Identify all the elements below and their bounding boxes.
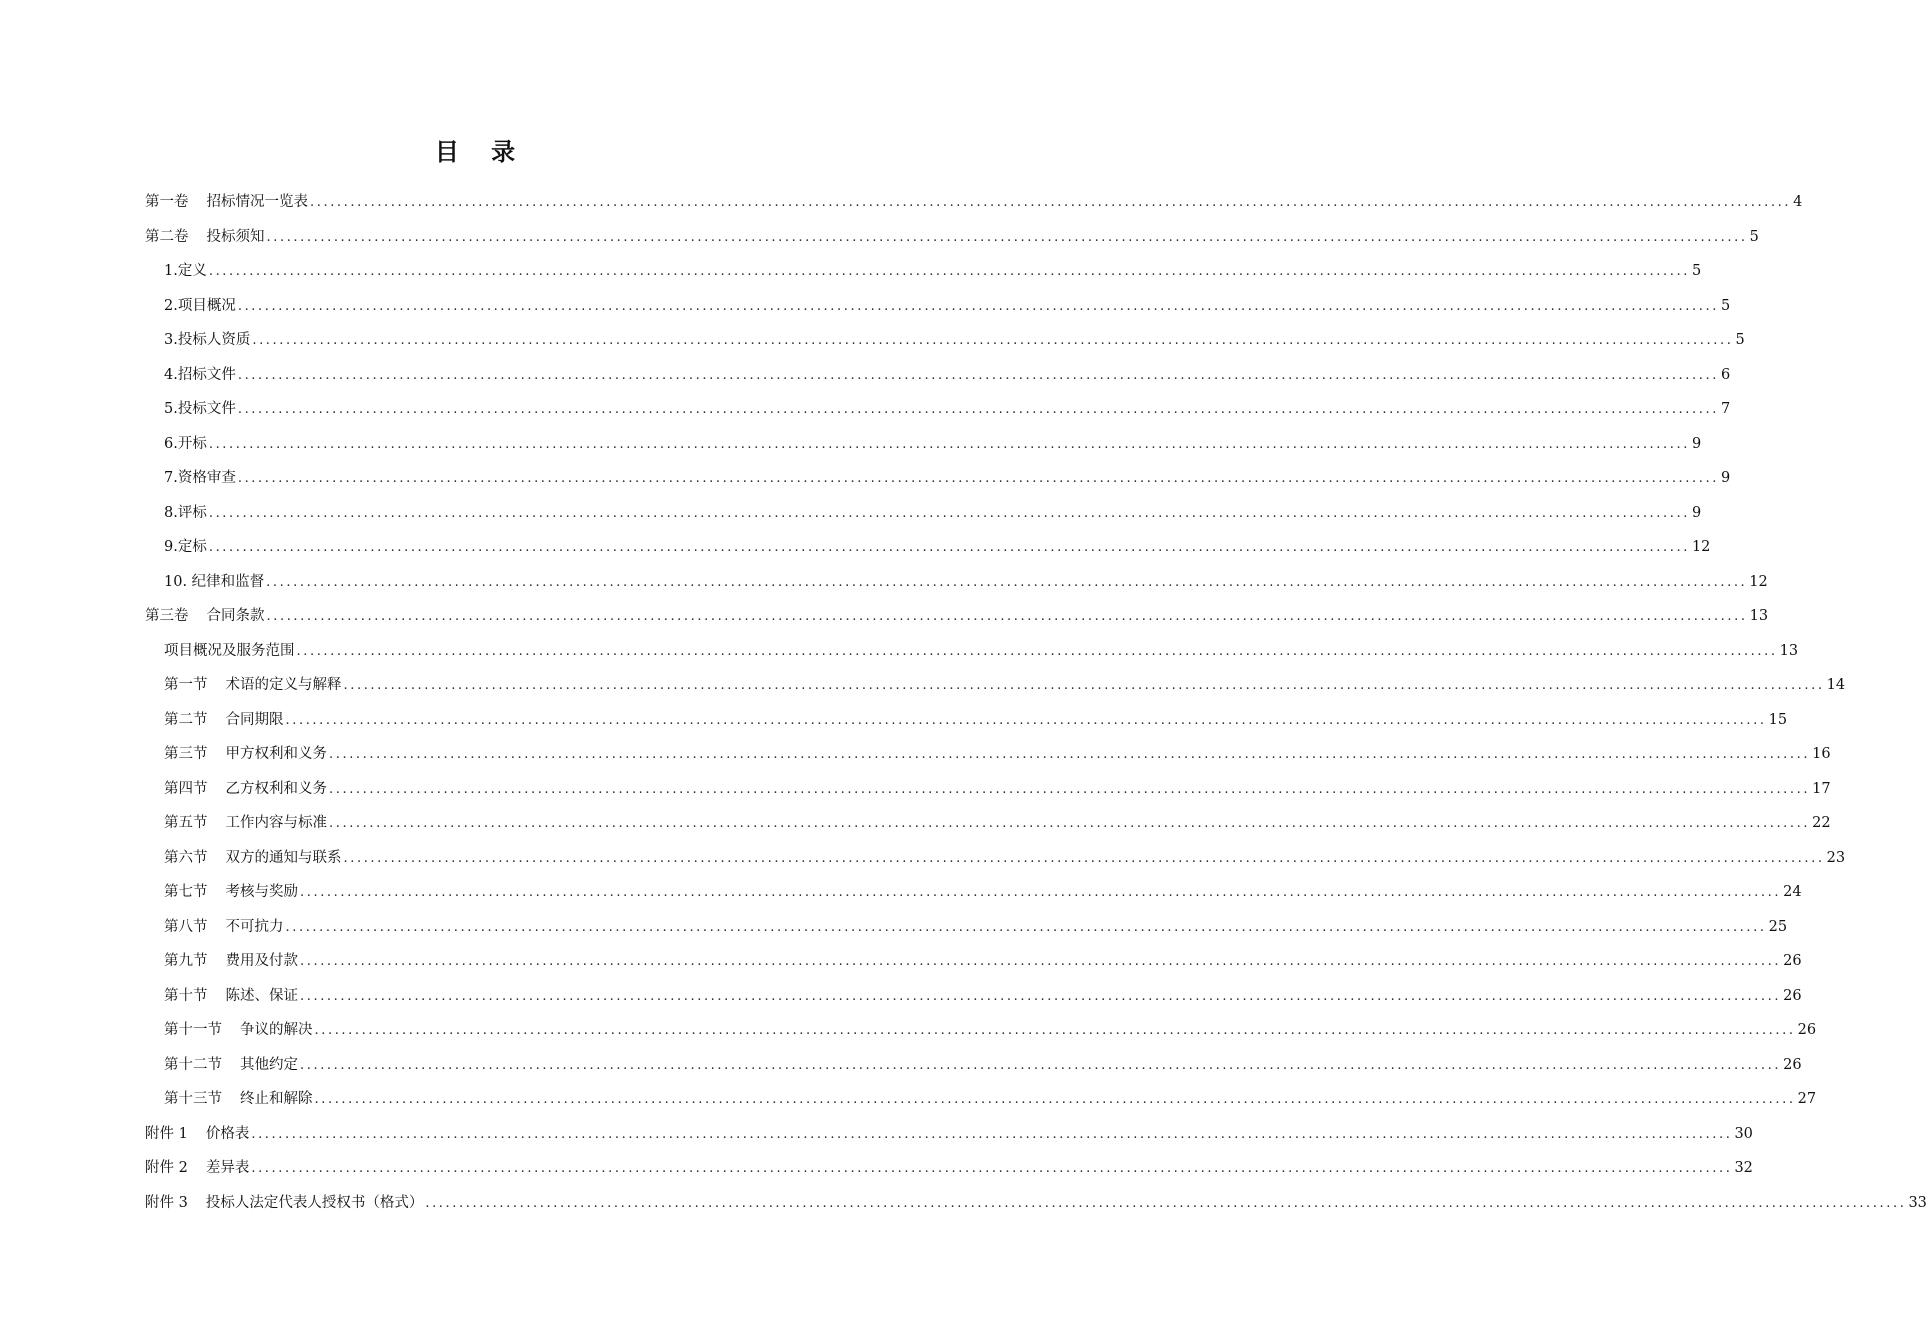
toc-dot-leader: ............................................................................................................................................................................................................................ xyxy=(266,574,1748,590)
toc-entry-page-number: 6 xyxy=(1720,366,1731,383)
toc-entry-page-number: 13 xyxy=(1779,642,1799,659)
toc-entry-text: 价格表 xyxy=(205,1125,250,1142)
toc-entry-number: 第十一节 xyxy=(164,1022,222,1038)
toc-entry[interactable] xyxy=(145,806,1831,841)
toc-entry-number: 第五节 xyxy=(164,815,208,831)
toc-entry-page-number: 5 xyxy=(1720,297,1731,314)
toc-entry-page-number: 4 xyxy=(1793,194,1803,210)
toc-entry[interactable] xyxy=(145,185,1803,220)
toc-dot-leader: ............................................................................................................................................................................................................................ xyxy=(208,264,1690,279)
toc-dot-leader: ............................................................................................................................................................................................................................ xyxy=(266,229,1748,245)
toc-entry[interactable] xyxy=(145,1013,1817,1048)
toc-entry-page-number: 30 xyxy=(1734,1125,1753,1142)
toc-entry[interactable] xyxy=(145,220,1759,255)
toc-entry-label xyxy=(164,289,236,324)
toc-entry-label xyxy=(164,358,236,393)
toc-dot-leader: ............................................................................................................................................................................................................................ xyxy=(251,1161,1733,1176)
toc-entry-text: 合同期限 xyxy=(225,711,284,728)
toc-entry[interactable] xyxy=(145,910,1788,945)
toc-entry-text: 4.招标文件 xyxy=(164,366,236,383)
toc-entry[interactable] xyxy=(145,323,1745,358)
toc-entry-page-number: 5 xyxy=(1691,263,1702,279)
toc-entry-text: 9.定标 xyxy=(164,539,207,555)
toc-entry-text: 费用及付款 xyxy=(225,953,298,969)
toc-entry-page-number: 22 xyxy=(1812,815,1831,831)
toc-entry-number: 附件 2 xyxy=(145,1160,188,1176)
toc-entry-label xyxy=(164,875,298,910)
toc-entry-text: 8.评标 xyxy=(164,504,207,521)
toc-dot-leader: ............................................................................................................................................................................................................................ xyxy=(300,988,1782,1004)
toc-dot-leader: ............................................................................................................................................................................................................................ xyxy=(208,540,1690,555)
toc-entry[interactable] xyxy=(145,530,1711,565)
toc-entry-number: 第七节 xyxy=(164,884,208,900)
toc-dot-leader: ............................................................................................................................................................................................................................ xyxy=(300,1057,1782,1073)
toc-title: 目 录 xyxy=(434,137,528,166)
toc-dot-leader: ............................................................................................................................................................................................................................ xyxy=(252,333,1734,348)
toc-entry-number: 第四节 xyxy=(164,780,208,797)
toc-list xyxy=(145,185,1927,1220)
toc-entry-page-number: 26 xyxy=(1783,987,1802,1004)
toc-entry-text: 合同条款 xyxy=(206,608,265,624)
toc-entry-page-number: 9 xyxy=(1691,504,1702,521)
toc-entry-page-number: 9 xyxy=(1720,470,1731,486)
toc-entry[interactable] xyxy=(145,1186,1927,1221)
toc-entry-label xyxy=(164,1048,298,1083)
toc-entry-label xyxy=(164,806,327,841)
toc-entry-number: 第十二节 xyxy=(164,1056,222,1073)
toc-entry-page-number: 13 xyxy=(1749,608,1769,624)
toc-entry-number: 第九节 xyxy=(164,953,208,969)
toc-dot-leader: ............................................................................................................................................................................................................................ xyxy=(343,850,1825,866)
toc-entry-text: 双方的通知与联系 xyxy=(225,849,342,866)
toc-entry-label xyxy=(164,565,264,600)
toc-entry[interactable] xyxy=(145,1082,1817,1117)
toc-entry-label xyxy=(164,668,342,703)
toc-entry-page-number: 23 xyxy=(1826,849,1846,866)
toc-entry-label xyxy=(164,841,342,876)
toc-entry-page-number: 27 xyxy=(1797,1091,1817,1107)
toc-entry-page-number: 9 xyxy=(1691,435,1702,452)
toc-entry-page-number: 15 xyxy=(1768,711,1788,728)
toc-entry-text: 3.投标人资质 xyxy=(164,332,251,348)
toc-dot-leader: ............................................................................................................................................................................................................................ xyxy=(237,367,1719,383)
toc-dot-leader: ............................................................................................................................................................................................................................ xyxy=(314,1023,1796,1038)
toc-entry[interactable] xyxy=(145,1048,1802,1083)
toc-dot-leader: ............................................................................................................................................................................................................................ xyxy=(296,643,1778,659)
toc-entry-number: 第十三节 xyxy=(164,1091,222,1107)
toc-dot-leader: ............................................................................................................................................................................................................................ xyxy=(314,1092,1796,1107)
toc-entry-text: 差异表 xyxy=(205,1160,250,1176)
toc-entry-label xyxy=(164,772,327,807)
toc-entry-label xyxy=(145,220,265,255)
toc-entry-number: 第三卷 xyxy=(145,608,189,624)
toc-entry-label xyxy=(145,1151,249,1186)
toc-entry-number: 附件 1 xyxy=(145,1125,188,1142)
toc-entry-label xyxy=(164,910,284,945)
toc-entry-text: 2.项目概况 xyxy=(164,297,236,314)
toc-entry-number: 附件 3 xyxy=(145,1194,188,1211)
toc-dot-leader: ............................................................................................................................................................................................................................ xyxy=(251,1126,1733,1142)
toc-entry-page-number: 7 xyxy=(1720,401,1731,417)
toc-entry-text: 终止和解除 xyxy=(240,1091,313,1107)
toc-dot-leader: ............................................................................................................................................................................................................................ xyxy=(425,1195,1907,1211)
toc-dot-leader: ............................................................................................................................................................................................................................ xyxy=(237,298,1719,314)
toc-entry-page-number: 32 xyxy=(1734,1160,1753,1176)
toc-dot-leader: ............................................................................................................................................................................................................................ xyxy=(285,919,1767,935)
toc-entry-text: 5.投标文件 xyxy=(164,401,236,417)
toc-entry-text: 其他约定 xyxy=(240,1056,298,1073)
toc-entry-label xyxy=(164,979,298,1014)
toc-entry-text: 不可抗力 xyxy=(225,918,284,935)
toc-entry-text: 投标须知 xyxy=(206,228,265,245)
toc-entry[interactable] xyxy=(145,1117,1753,1152)
toc-dot-leader: ............................................................................................................................................................................................................................ xyxy=(329,747,1811,762)
toc-entry-text: 术语的定义与解释 xyxy=(225,677,342,693)
toc-entry[interactable] xyxy=(145,358,1731,393)
toc-entry-text: 1.定义 xyxy=(164,263,207,279)
toc-entry-text: 7.资格审查 xyxy=(164,470,236,486)
toc-entry[interactable] xyxy=(145,979,1802,1014)
toc-dot-leader: ............................................................................................................................................................................................................................ xyxy=(329,781,1811,797)
toc-entry-label xyxy=(145,599,265,634)
toc-entry-label xyxy=(164,254,207,289)
toc-entry-page-number: 24 xyxy=(1783,884,1802,900)
toc-entry-label xyxy=(164,1082,313,1117)
toc-entry-label xyxy=(164,530,207,565)
toc-dot-leader: ............................................................................................................................................................................................................................ xyxy=(237,471,1719,486)
toc-entry[interactable] xyxy=(145,772,1831,807)
toc-entry-page-number: 14 xyxy=(1826,677,1846,693)
toc-entry-number: 第八节 xyxy=(164,918,208,935)
toc-entry-label xyxy=(164,392,236,427)
toc-entry-number: 第六节 xyxy=(164,849,208,866)
toc-entry[interactable] xyxy=(145,565,1768,600)
toc-entry-text: 乙方权利和义务 xyxy=(225,780,327,797)
toc-entry-number: 第十节 xyxy=(164,987,208,1004)
toc-dot-leader: ............................................................................................................................................................................................................................ xyxy=(208,436,1690,452)
toc-entry[interactable] xyxy=(145,1151,1753,1186)
toc-entry[interactable] xyxy=(145,841,1846,876)
toc-entry-page-number: 5 xyxy=(1735,332,1745,348)
toc-entry[interactable] xyxy=(145,254,1702,289)
toc-entry-number: 第一卷 xyxy=(145,194,189,210)
toc-dot-leader: ............................................................................................................................................................................................................................ xyxy=(310,195,1792,210)
toc-entry-label xyxy=(164,944,298,979)
toc-entry-number: 第二节 xyxy=(164,711,208,728)
toc-entry-label xyxy=(145,1186,423,1221)
toc-dot-leader: ............................................................................................................................................................................................................................ xyxy=(208,505,1690,521)
toc-entry-number: 第二卷 xyxy=(145,228,189,245)
toc-entry-label xyxy=(164,496,207,531)
toc-entry-number: 第一节 xyxy=(164,677,208,693)
toc-entry-page-number: 26 xyxy=(1783,953,1802,969)
toc-entry-label xyxy=(164,1013,313,1048)
toc-dot-leader: ............................................................................................................................................................................................................................ xyxy=(266,609,1748,624)
toc-entry-page-number: 26 xyxy=(1797,1022,1817,1038)
toc-dot-leader: ............................................................................................................................................................................................................................ xyxy=(343,678,1825,693)
toc-entry[interactable] xyxy=(145,461,1731,496)
toc-entry[interactable] xyxy=(145,392,1731,427)
toc-entry-page-number: 25 xyxy=(1768,918,1788,935)
toc-entry-text: 甲方权利和义务 xyxy=(225,746,327,762)
toc-entry-text: 项目概况及服务范围 xyxy=(164,642,295,659)
toc-entry[interactable] xyxy=(145,944,1802,979)
toc-entry[interactable] xyxy=(145,496,1702,531)
toc-entry[interactable] xyxy=(145,427,1702,462)
toc-entry-label xyxy=(164,737,327,772)
toc-entry[interactable] xyxy=(145,599,1769,634)
toc-entry-label xyxy=(145,185,308,220)
toc-dot-leader: ............................................................................................................................................................................................................................ xyxy=(329,816,1811,831)
toc-entry-text: 考核与奖励 xyxy=(225,884,298,900)
toc-entry-page-number: 17 xyxy=(1812,780,1831,797)
toc-entry-page-number: 12 xyxy=(1749,573,1768,590)
toc-dot-leader: ............................................................................................................................................................................................................................ xyxy=(285,712,1767,728)
toc-entry[interactable] xyxy=(145,634,1799,669)
toc-entry-text: 争议的解决 xyxy=(240,1022,313,1038)
toc-dot-leader: ............................................................................................................................................................................................................................ xyxy=(300,885,1782,900)
toc-entry[interactable] xyxy=(145,289,1731,324)
toc-entry[interactable] xyxy=(145,875,1802,910)
toc-entry-text: 陈述、保证 xyxy=(225,987,298,1004)
toc-entry-number: 第三节 xyxy=(164,746,208,762)
toc-entry-text: 招标情况一览表 xyxy=(206,194,308,210)
toc-entry[interactable] xyxy=(145,737,1831,772)
toc-entry-page-number: 33 xyxy=(1908,1194,1927,1211)
toc-entry-page-number: 26 xyxy=(1783,1056,1802,1073)
toc-entry-label xyxy=(164,323,250,358)
toc-entry[interactable] xyxy=(145,668,1846,703)
toc-entry[interactable] xyxy=(145,703,1788,738)
toc-entry-label xyxy=(164,461,236,496)
toc-entry-text: 10. 纪律和监督 xyxy=(164,573,265,590)
toc-entry-page-number: 12 xyxy=(1691,539,1711,555)
toc-entry-page-number: 16 xyxy=(1812,746,1831,762)
toc-entry-label xyxy=(164,634,295,669)
toc-entry-label xyxy=(164,427,207,462)
toc-entry-label xyxy=(164,703,284,738)
toc-entry-text: 投标人法定代表人授权书（格式） xyxy=(205,1194,424,1211)
toc-entry-text: 工作内容与标准 xyxy=(225,815,327,831)
toc-entry-text: 6.开标 xyxy=(164,435,207,452)
toc-dot-leader: ............................................................................................................................................................................................................................ xyxy=(300,954,1782,969)
toc-entry-label xyxy=(145,1117,249,1152)
toc-dot-leader: ............................................................................................................................................................................................................................ xyxy=(237,402,1719,417)
toc-entry-page-number: 5 xyxy=(1749,228,1759,245)
